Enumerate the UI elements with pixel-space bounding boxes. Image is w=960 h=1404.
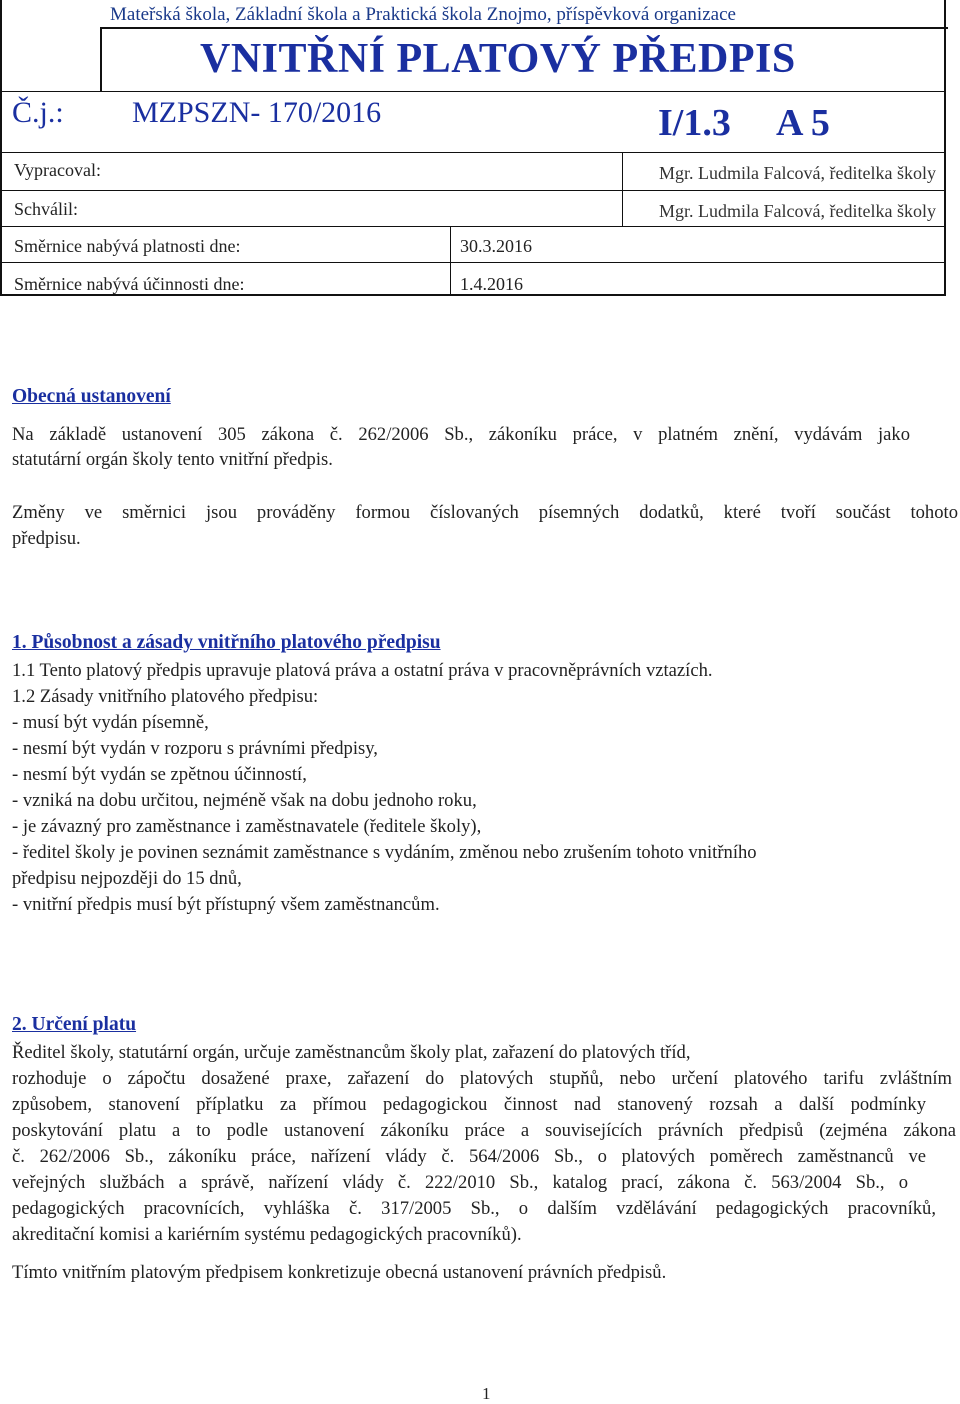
section-1-line: - je závazný pro zaměstnance i zaměstnavatele (ředitele školy),	[12, 816, 482, 837]
cj-label: Č.j.:	[12, 96, 64, 129]
row-divider	[2, 262, 946, 263]
row-divider	[2, 91, 946, 92]
section-1-line: 1.2 Zásady vnitřního platového předpisu:	[12, 686, 319, 707]
section-2-line: akreditační komisi a kariérním systému pedagogických pracovníků).	[12, 1224, 522, 1245]
effective-date-label: Směrnice nabývá účinnosti dne:	[14, 274, 245, 294]
section-2-line: poskytování platu a to podle ustanovení zákoníku práce a souvisejících právních předpisů (zejména zákona	[12, 1120, 956, 1141]
general-paragraph-2-line-2: předpisu.	[12, 528, 81, 549]
section-1-line: - nesmí být vydán se zpětnou účinností,	[12, 764, 307, 785]
section-2-line: způsobem, stanovení příplatku za přímou pedagogickou činnost nad stanovený rozsah a další podmínky	[12, 1094, 926, 1115]
document-header	[0, 0, 946, 296]
cj-number: MZPSZN- 170/2016	[132, 96, 382, 129]
column-divider	[622, 152, 623, 226]
section-1-heading: 1. Působnost a zásady vnitřního platového předpisu	[12, 632, 441, 653]
section-2-line: Ředitel školy, statutární orgán, určuje zaměstnancům školy plat, zařazení do platových tříd,	[12, 1042, 691, 1063]
section-1-line: - vzniká na dobu určitou, nejméně však na dobu jednoho roku,	[12, 790, 477, 811]
section-2-line: pedagogických pracovnících, vyhláška č. 317/2005 Sb., o dalším vzdělávání pedagogických pracovníků,	[12, 1198, 936, 1219]
general-paragraph-2-line-1: Změny ve směrnici jsou prováděny formou číslovaných písemných dodatků, které tvoří součást tohoto	[12, 502, 958, 523]
page-number: 1	[482, 1384, 491, 1403]
section-1-line: - ředitel školy je povinen seznámit zaměstnance s vydáním, změnou nebo zrušením tohoto vnitřního	[12, 842, 757, 863]
prepared-by-value: Mgr. Ludmila Falcová, ředitelka školy	[659, 163, 936, 183]
general-paragraph-1-line-1: Na základě ustanovení 305 zákona č. 262/2006 Sb., zákoníku práce, v platném znění, vydávám jako	[12, 424, 910, 445]
effective-date-value: 1.4.2016	[460, 274, 523, 294]
row-divider	[2, 226, 946, 227]
row-divider	[2, 152, 946, 153]
section-1-line: - nesmí být vydán v rozporu s právními předpisy,	[12, 738, 378, 759]
section-1-line: 1.1 Tento platový předpis upravuje platová práva a ostatní práva v pracovněprávních vztazích.	[12, 660, 713, 681]
validity-date-value: 30.3.2016	[460, 236, 532, 256]
prepared-by-label: Vypracoval:	[14, 160, 101, 180]
section-2-heading: 2. Určení platu	[12, 1014, 137, 1035]
section-1-line: předpisu nejpozději do 15 dnů,	[12, 868, 242, 889]
section-2-closing: Tímto vnitřním platovým předpisem konkretizuje obecná ustanovení právních předpisů.	[12, 1262, 667, 1283]
document-code-suffix: A 5	[776, 102, 830, 144]
section-2-line: č. 262/2006 Sb., zákoníku práce, nařízení vlády č. 564/2006 Sb., o platových poměrech zaměstnanců ve	[12, 1146, 926, 1167]
section-1-line: - vnitřní předpis musí být přístupný všem zaměstnancům.	[12, 894, 440, 915]
document-code: I/1.3	[658, 102, 731, 144]
approved-by-value: Mgr. Ludmila Falcová, ředitelka školy	[659, 201, 936, 221]
general-provisions-heading: Obecná ustanovení	[12, 386, 171, 407]
general-paragraph-1-line-2: statutární orgán školy tento vnitřní předpis.	[12, 449, 333, 470]
validity-date-label: Směrnice nabývá platnosti dne:	[14, 236, 241, 256]
approved-by-label: Schválil:	[14, 199, 78, 219]
row-divider	[2, 190, 946, 191]
section-1-line: - musí být vydán písemně,	[12, 712, 209, 733]
document-title: VNITŘNÍ PLATOVÝ PŘEDPIS	[200, 36, 796, 82]
column-divider	[450, 226, 451, 296]
organization-name: Mateřská škola, Základní škola a Praktická škola Znojmo, příspěvková organizace	[110, 4, 736, 25]
section-2-line: veřejných službách a správě, nařízení vlády č. 222/2010 Sb., katalog prací, zákona č. 563/2004 Sb., o	[12, 1172, 908, 1193]
title-box	[100, 27, 948, 91]
section-2-line: rozhoduje o zápočtu dosažené praxe, zařazení do platových stupňů, nebo určení platového tarifu zvláštním	[12, 1068, 952, 1089]
